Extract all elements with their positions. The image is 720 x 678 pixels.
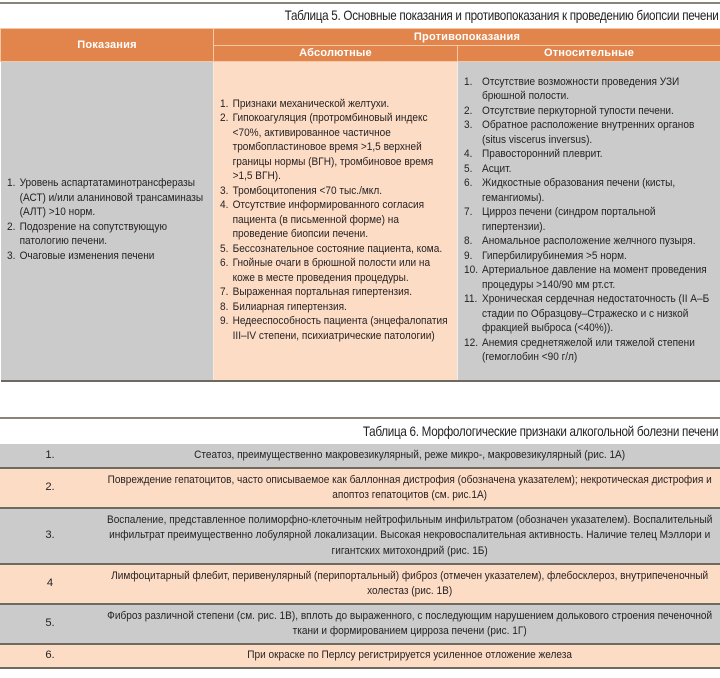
relative-item	[464, 75, 712, 104]
absolute-item	[220, 256, 449, 285]
item-number: 2.	[464, 104, 473, 117]
row-description: При окраске по Перлсу регистрируется усиленное отложение железа	[247, 649, 573, 662]
relative-item	[464, 147, 712, 162]
indications-cell	[1, 62, 214, 381]
item-number: 9.	[220, 315, 229, 327]
item-text: Признаки механической желтухи.	[232, 97, 390, 110]
relative-item	[464, 292, 712, 336]
row-description: Воспаление, представленное полиморфно-клеточным нейтрофильным инфильтратом (обозначен указателем). Воспалительный инфильтрат преимущественно лобулярной локализации. Высокая некровоспалительная активность. Наличие телец Мэллори и гигантских митохондрий (рис. 1Б)	[107, 513, 713, 557]
item-text: Жидкостные образования печени (кисты, гемангиомы).	[482, 177, 676, 204]
row-description: Фиброз различной степени (см. рис. 1В), вплоть до выраженного, с последующим нарушением долькового строения печеночной ткани и формированием цирроза печени (рис. 1Г)	[107, 609, 713, 637]
item-text: Билиарная гипертензия.	[232, 300, 347, 313]
item-number: 11.	[464, 293, 478, 306]
absolute-item	[220, 111, 449, 184]
item-text: Цирроз печени (синдром портальной гипертензии).	[482, 206, 656, 233]
item-number: 1.	[464, 75, 473, 88]
table6-row	[0, 564, 720, 604]
item-text: Очаговые изменения печени	[19, 249, 154, 262]
item-text: Аномальное расположение желчного пузыря.	[482, 235, 696, 248]
row-description-cell	[100, 564, 720, 604]
item-number: 3.	[6, 249, 15, 262]
item-text: Отсутствие информированного согласия пациента (в письменной форме) на проведение биопсии печени.	[232, 199, 425, 240]
middle-rule	[0, 417, 720, 419]
relative-item	[464, 249, 712, 264]
relative-item	[464, 104, 712, 119]
relative-item	[464, 118, 712, 147]
item-text: Недееспособность пациента (энцефалопатия III–IV степени, психиатрические патологии)	[232, 315, 448, 342]
row-description: Лимфоцитарный флебит, перивенулярный (перипортальный) фиброз (отмечен указателем), флебосклероз, внутрипеченочный холестаз (рис. 1В)	[111, 569, 709, 597]
relative-item	[464, 205, 712, 234]
row-description-cell	[100, 644, 720, 668]
item-number: 8.	[464, 235, 473, 248]
item-number: 8.	[220, 300, 229, 313]
relative-item	[464, 176, 712, 205]
table6-row	[0, 604, 720, 644]
row-description-cell	[100, 508, 720, 564]
item-number: 2.	[220, 112, 229, 124]
item-text: Подозрение на сопутствующую патологию печени.	[19, 220, 167, 248]
item-text: Гнойные очаги в брюшной полости или на коже в месте проведения процедуры.	[232, 257, 431, 284]
item-text: Хроническая сердечная недостаточность (II А–Б стадии по Образцову–Стражеско и с низкой фракцией выброса (<40%)).	[482, 293, 710, 335]
row-description: Стеатоз, преимущественно макровезикулярный, реже микро-, макровезикулярный (рис. 1А)	[194, 448, 626, 461]
item-number: 6.	[464, 177, 473, 190]
item-number: 5.	[464, 162, 473, 175]
table6-row	[0, 644, 720, 668]
table6-row	[0, 508, 720, 564]
row-description: Повреждение гепатоцитов, часто описываемое как баллонная дистрофия (обозначена указателем); некротическая дистрофия и апоптоз гепатоцитов (см. рис.1А)	[107, 473, 713, 501]
item-number: 1.	[6, 177, 15, 190]
item-number: 5.	[220, 242, 229, 255]
row-number: 2.	[0, 468, 100, 508]
indications-item	[7, 176, 205, 220]
item-text: Артериальное давление на момент проведения процедуры >140/90 мм рт.ст.	[482, 264, 707, 291]
item-text: Асцит.	[482, 162, 512, 175]
item-number: 9.	[464, 249, 473, 262]
row-number: 1.	[0, 444, 100, 468]
item-text: Обратное расположение внутренних органов (situs viscerus inversus).	[482, 119, 695, 146]
header-contraindications: Противопоказания	[214, 29, 720, 46]
item-text: Гипербилирубинемия >5 норм.	[482, 249, 627, 262]
relative-item	[464, 162, 712, 177]
item-number: 3.	[220, 184, 229, 197]
item-number: 7.	[220, 286, 229, 298]
top-rule	[0, 2, 720, 4]
table6	[0, 444, 720, 669]
indications-item	[7, 220, 205, 249]
item-text: Отсутствие возможности проведения УЗИ брюшной полости.	[482, 75, 680, 103]
item-number: 4.	[464, 148, 473, 161]
item-text: Гипокоагуляция (протромбиновый индекс <70%, активированное частичное тромбопластиновое время >1,5 верхней границы нормы (ВГН), тромбиновое время >1,5 ВГН).	[232, 112, 434, 182]
header-relative: Относительные	[458, 45, 720, 62]
item-number: 10.	[464, 264, 479, 277]
header-absolute: Абсолютные	[214, 45, 458, 62]
header-indications: Показания	[1, 29, 214, 62]
absolute-item	[220, 184, 449, 199]
item-text: Уровень аспартатаминотрансферазы (АСТ) и/или аланиновой трансаминазы (АЛТ) >10 норм.	[19, 177, 203, 219]
item-text: Правосторонний плеврит.	[482, 148, 603, 161]
item-text: Отсутствие перкуторной тупости печени.	[482, 104, 674, 117]
relative-item	[464, 234, 712, 249]
row-description-cell	[100, 604, 720, 644]
indications-item	[7, 249, 205, 264]
absolute-item	[220, 242, 449, 257]
row-description-cell	[100, 444, 720, 468]
item-text: Бессознательное состояние пациента, кома.	[232, 242, 443, 255]
absolute-item	[220, 300, 449, 315]
row-description-cell	[100, 468, 720, 508]
indications-list	[7, 176, 205, 263]
item-number: 4.	[220, 199, 229, 211]
table6-row	[0, 444, 720, 468]
relative-list	[464, 75, 712, 365]
absolute-item	[220, 314, 449, 343]
relative-contraindications-cell	[458, 62, 720, 381]
row-number: 3.	[0, 508, 100, 564]
absolute-list	[220, 97, 449, 344]
row-number: 4	[0, 564, 100, 604]
relative-item	[464, 263, 712, 292]
table6-caption: Таблица 6. Морфологические признаки алкогольной болезни печени	[362, 424, 718, 439]
item-number: 1.	[220, 97, 229, 110]
absolute-contraindications-cell	[214, 62, 458, 381]
relative-item	[464, 336, 712, 365]
table5-caption: Таблица 5. Основные показания и противопоказания к проведению биопсии печени	[284, 8, 718, 23]
item-number: 3.	[464, 119, 473, 132]
table6-row	[0, 468, 720, 508]
absolute-item	[220, 285, 449, 300]
row-number: 5.	[0, 604, 100, 644]
item-text: Анемия среднетяжелой или тяжелой степени (гемоглобин <90 г/л)	[482, 336, 695, 364]
absolute-item	[220, 97, 449, 112]
table5	[0, 28, 720, 382]
absolute-item	[220, 198, 449, 242]
item-number: 2.	[6, 220, 15, 233]
item-number: 12.	[464, 336, 479, 349]
row-number: 6.	[0, 644, 100, 668]
item-number: 6.	[220, 257, 229, 269]
item-text: Выраженная портальная гипертензия.	[232, 286, 412, 298]
item-text: Тромбоцитопения <70 тыс./мкл.	[232, 184, 383, 197]
item-number: 7.	[464, 206, 473, 219]
